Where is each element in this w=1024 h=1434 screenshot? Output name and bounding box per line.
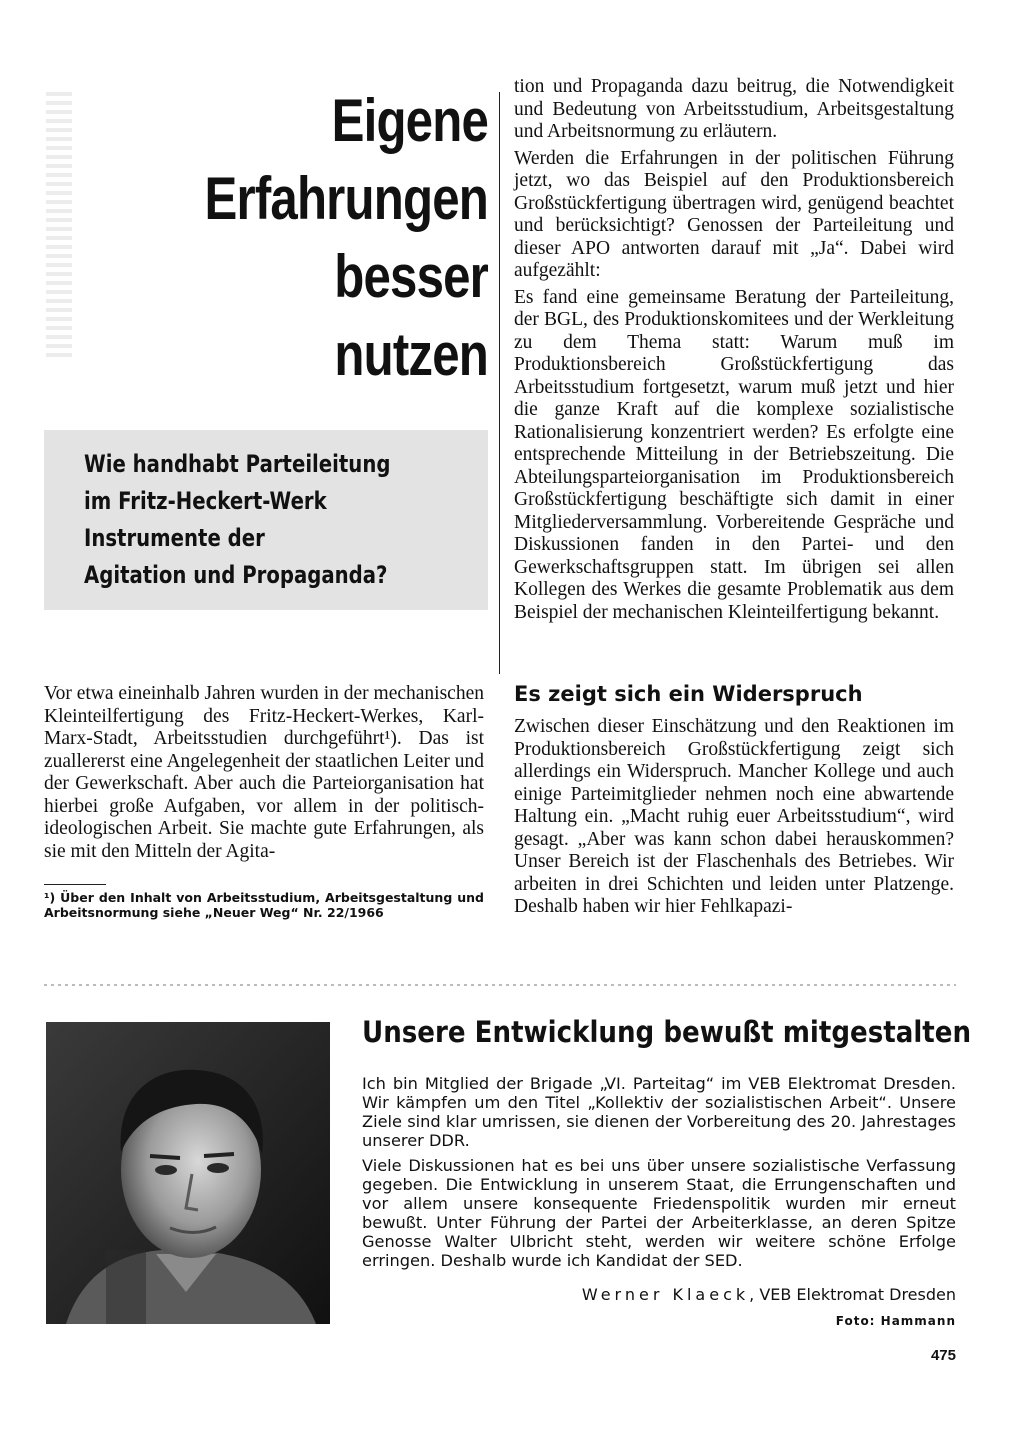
section-separator [44,984,956,986]
left-column-body [44,683,484,863]
signature [362,1285,956,1305]
signature-org: , VEB Elektromat Dresden [749,1285,956,1304]
body-paragraph: Werden die Erfahrungen in der politischen Führung jetzt, wo das Beispiel auf den Produktionsbereich Großstückfertigung übertragen wird, genügend beachtet und berücksichtigt? Genossen der Parteileitung und dieser APO antworten darauf mit „Ja“. Dabei wird aufgezählt: [514,147,954,281]
statement-title: Unsere Entwicklung bewußt mitgestalten [362,1015,972,1049]
photo-credit: Foto: Hammann [835,1314,956,1328]
body-paragraph: Vor etwa eineinhalb Jahren wurden in der mechanischen Kleinteilfertigung des Fritz-Heckert-Werkes, Karl-Marx-Stadt, Arbeitsstudien durchgeführt¹). Das ist zuallererst eine Angelegenheit der staatlichen Leiter und der Gewerkschaft. Aber auch die Parteiorganisation hat hierbei große Aufgaben, vor allem in der politisch-ideologischen Arbeit. Sie machte gute Erfahrungen, als sie mit den Mitteln der Agita- [44,683,484,862]
subheadline-line: Agitation und Propaganda? [84,561,388,589]
right-column-body [514,76,954,624]
section-heading: Es zeigt sich ein Widerspruch [514,682,863,706]
footnote-rule [44,884,106,885]
signature-name: Werner Klaeck [581,1285,750,1304]
statement-paragraph: Ich bin Mitglied der Brigade „VI. Parteitag“ im VEB Elektromat Dresden. Wir kämpfen um den Titel „Kollektiv der sozialistischen Arbeit“. Unsere Ziele sind klar umrissen, sie dienen der Vorbereitung des 20. Jahrestages unserer DDR. [362,1074,956,1150]
footnote: ¹) Über den Inhalt von Arbeitsstudium, Arbeitsgestaltung und Arbeitsnormung siehe „Neuer Weg“ Nr. 22/1966 [44,890,484,920]
article-headline [137,82,488,394]
portrait-illustration [46,1022,330,1324]
body-paragraph: tion und Propaganda dazu beitrug, die Notwendigkeit und Bedeutung von Arbeitsstudium, Arbeitsgestaltung und Arbeitsnormung zu erläutern. [514,76,954,142]
portrait-photo [46,1022,330,1324]
headline-line: Erfahrungen [204,165,488,232]
subheadline-line: Instrumente der [84,524,265,552]
subheadline-line: Wie handhabt Parteileitung [84,450,391,478]
page-number: 475 [930,1347,956,1364]
subheadline-line: im Fritz-Heckert-Werk [84,487,327,515]
section-body [514,716,954,919]
body-paragraph: Zwischen dieser Einschätzung und den Reaktionen im Produktionsbereich Großstückfertigung zeigt sich allerdings ein Widerspruch. Mancher Kollege und auch einige Parteimitglieder nehmen noch eine abwartende Haltung ein. „Macht ruhig euer Arbeitsstudium“, wird gesagt. „Aber was kann schon dabei herauskommen? Unser Bereich ist der Flaschenhals des Betriebes. Wir arbeiten in drei Schichten und leiden unter Platzenge. Deshalb haben wir hier Fehlkapazi- [514,716,954,917]
headline-line: besser [334,243,488,310]
statement-paragraph: Viele Diskussionen hat es bei uns über unsere sozialistische Verfassung gegeben. Die Entwicklung in unserem Staat, die Errungenschaften und vor allem unsere konsequente Friedenspolitik wurden mir erneut bewußt. Unter Führung der Partei der Arbeiterklasse, an deren Spitze Genosse Walter Ulbricht steht, werden wir weitere schöne Erfolge erringen. Deshalb wurde ich Kandidat der SED. [362,1156,956,1270]
article-subheadline [84,446,412,594]
body-paragraph: Es fand eine gemeinsame Beratung der Parteileitung, der BGL, des Produktionskomitees und der Werkleitung zu dem Thema statt: Warum muß im Produktionsbereich Großstückfertigung das Arbeitsstudium fortgesetzt, warum muß jetzt und hier die ganze Kraft auf die komplexe sozialistische Rationalisierung konzentriert werden? Es erfolgte eine entsprechende Mitteilung in der Betriebszeitung. Die Abteilungsparteiorganisation im Produktionsbereich Großstückfertigung beschäftigte sich damit in einer Mitgliederversammlung. Vorbereitende Gespräche und Diskussionen fanden in den Partei- und den Gewerkschaftsgruppen statt. Im übrigen sei allen Kollegen des Werkes die gesamte Problematik aus dem Beispiel der mechanischen Kleinteilfertigung bekannt. [514,286,954,623]
headline-line: nutzen [334,321,488,388]
decorative-texture [46,92,72,362]
column-divider [499,92,500,674]
headline-line: Eigene [331,87,488,154]
statement-body [362,1074,956,1270]
